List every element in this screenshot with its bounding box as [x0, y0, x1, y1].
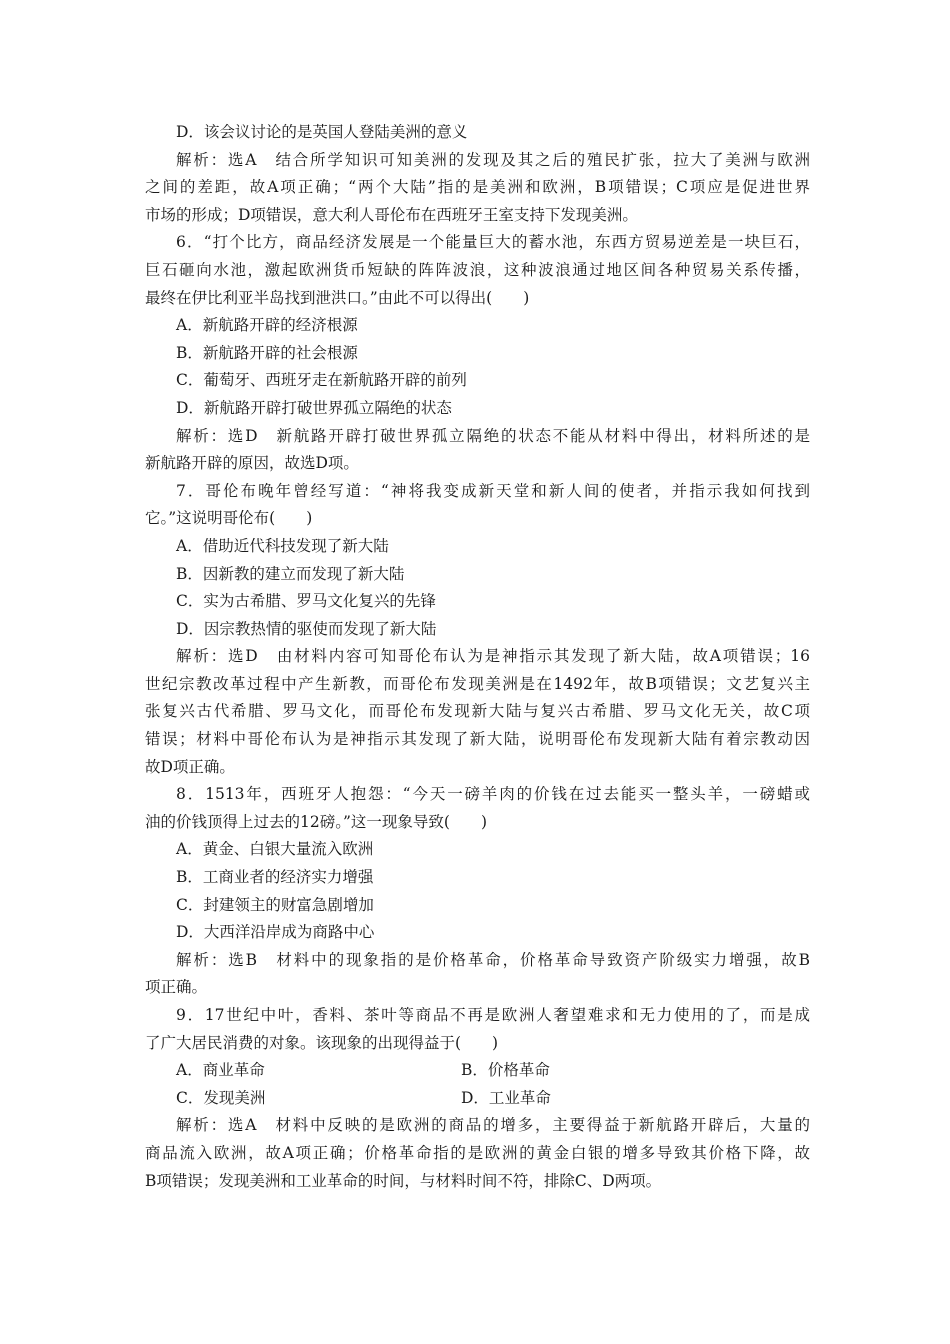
text-line: C．葡萄牙、西班牙走在新航路开辟的前列: [176, 371, 467, 390]
text-line: D．因宗教热情的驱使而发现了新大陆: [176, 619, 437, 638]
text-line: C．实为古希腊、罗马文化复兴的先锋: [176, 592, 436, 611]
question-text: [145, 119, 810, 1057]
text-line: 世纪宗教改革过程中产生新教，而哥伦布发现美洲是在1492年，故B项错误；文艺复兴主: [145, 674, 810, 693]
text-line: 故D项正确。: [145, 757, 235, 776]
text-line: B．新航路开辟的社会根源: [176, 343, 358, 362]
question-9-options: [145, 1057, 810, 1112]
text-line: 巨石砸向水池，激起欧洲货币短缺的阵阵波浪，这种波浪通过地区间各种贸易关系传播，: [145, 260, 810, 279]
option-item: C．发现美洲: [176, 1088, 266, 1107]
text-line: B项错误；发现美洲和工业革命的时间，与材料时间不符，排除C、D两项。: [145, 1171, 662, 1190]
text-line: C．封建领主的财富急剧增加: [176, 895, 374, 914]
text-line: 7．哥伦布晚年曾经写道：“神将我变成新天堂和新人间的使者，并指示我如何找到: [176, 481, 810, 500]
text-line: 新航路开辟的原因，故选D项。: [145, 454, 359, 473]
text-line: 项正确。: [145, 978, 208, 997]
question-9-analysis: [145, 1112, 810, 1195]
text-line: 油的价钱顶得上过去的12磅。”这一现象导致( ): [145, 812, 487, 831]
text-line: A．借助近代科技发现了新大陆: [176, 536, 389, 555]
text-line: 最终在伊比利亚半岛找到泄洪口。”由此不可以得出( ): [145, 288, 530, 307]
text-line: 解析：选A 结合所学知识可知美洲的发现及其之后的殖民扩张，拉大了美洲与欧洲: [176, 150, 810, 169]
text-line: A．黄金、白银大量流入欧洲: [176, 840, 374, 859]
text-line: 8．1513年，西班牙人抱怨：“今天一磅羊肉的价钱在过去能买一整头羊，一磅蜡或: [176, 785, 810, 804]
option-item: B．价格革命: [461, 1061, 550, 1080]
option-row: [145, 1057, 810, 1085]
text-line: A．新航路开辟的经济根源: [176, 316, 358, 335]
text-line: 解析：选B 材料中的现象指的是价格革命，价格革命导致资产阶级实力增强，故B: [176, 950, 810, 969]
text-line: 市场的形成；D项错误，意大利人哥伦布在西班牙王室支持下发现美洲。: [145, 205, 638, 224]
option-item: A．商业革命: [176, 1061, 265, 1080]
text-line: 之间的差距，故A项正确；“两个大陆”指的是美洲和欧洲，B项错误；C项应是促进世界: [145, 178, 810, 197]
text-line: 它。”这说明哥伦布( ): [145, 509, 313, 528]
option-item: D．工业革命: [461, 1088, 551, 1107]
text-line: 解析：选D 新航路开辟打破世界孤立隔绝的状态不能从材料中得出，材料所述的是: [176, 426, 810, 445]
text-line: 了广大居民消费的对象。该现象的出现得益于( ): [145, 1033, 499, 1052]
document-body: [145, 119, 810, 1195]
text-line: B．工商业者的经济实力增强: [176, 868, 374, 887]
text-line: B．因新教的建立而发现了新大陆: [176, 564, 405, 583]
text-line: D．大西洋沿岸成为商路中心: [176, 923, 375, 942]
text-line: 解析：选A 材料中反映的是欧洲的商品的增多，主要得益于新航路开辟后，大量的: [176, 1116, 810, 1135]
text-line: D．新航路开辟打破世界孤立隔绝的状态: [176, 398, 452, 417]
text-line: 张复兴古代希腊、罗马文化，而哥伦布发现新大陆与复兴古希腊、罗马文化无关，故C项: [145, 702, 810, 721]
text-line: 9．17世纪中叶，香料、茶叶等商品不再是欧洲人奢望难求和无力使用的了，而是成: [176, 1006, 810, 1024]
text-line: 解析：选D 由材料内容可知哥伦布认为是神指示其发现了新大陆，故A项错误；16: [176, 647, 810, 666]
text-line: 6．“打个比方，商品经济发展是一个能量巨大的蓄水池，东西方贸易逆差是一块巨石，: [176, 233, 810, 252]
text-line: 商品流入欧洲，故A项正确；价格革命指的是欧洲的黄金白银的增多导致其价格下降，故: [145, 1143, 810, 1162]
option-row: [145, 1085, 810, 1113]
text-line: 错误；材料中哥伦布认为是神指示其发现了新大陆，说明哥伦布发现新大陆有着宗教动因: [145, 730, 810, 749]
text-line: D．该会议讨论的是英国人登陆美洲的意义: [176, 123, 468, 141]
